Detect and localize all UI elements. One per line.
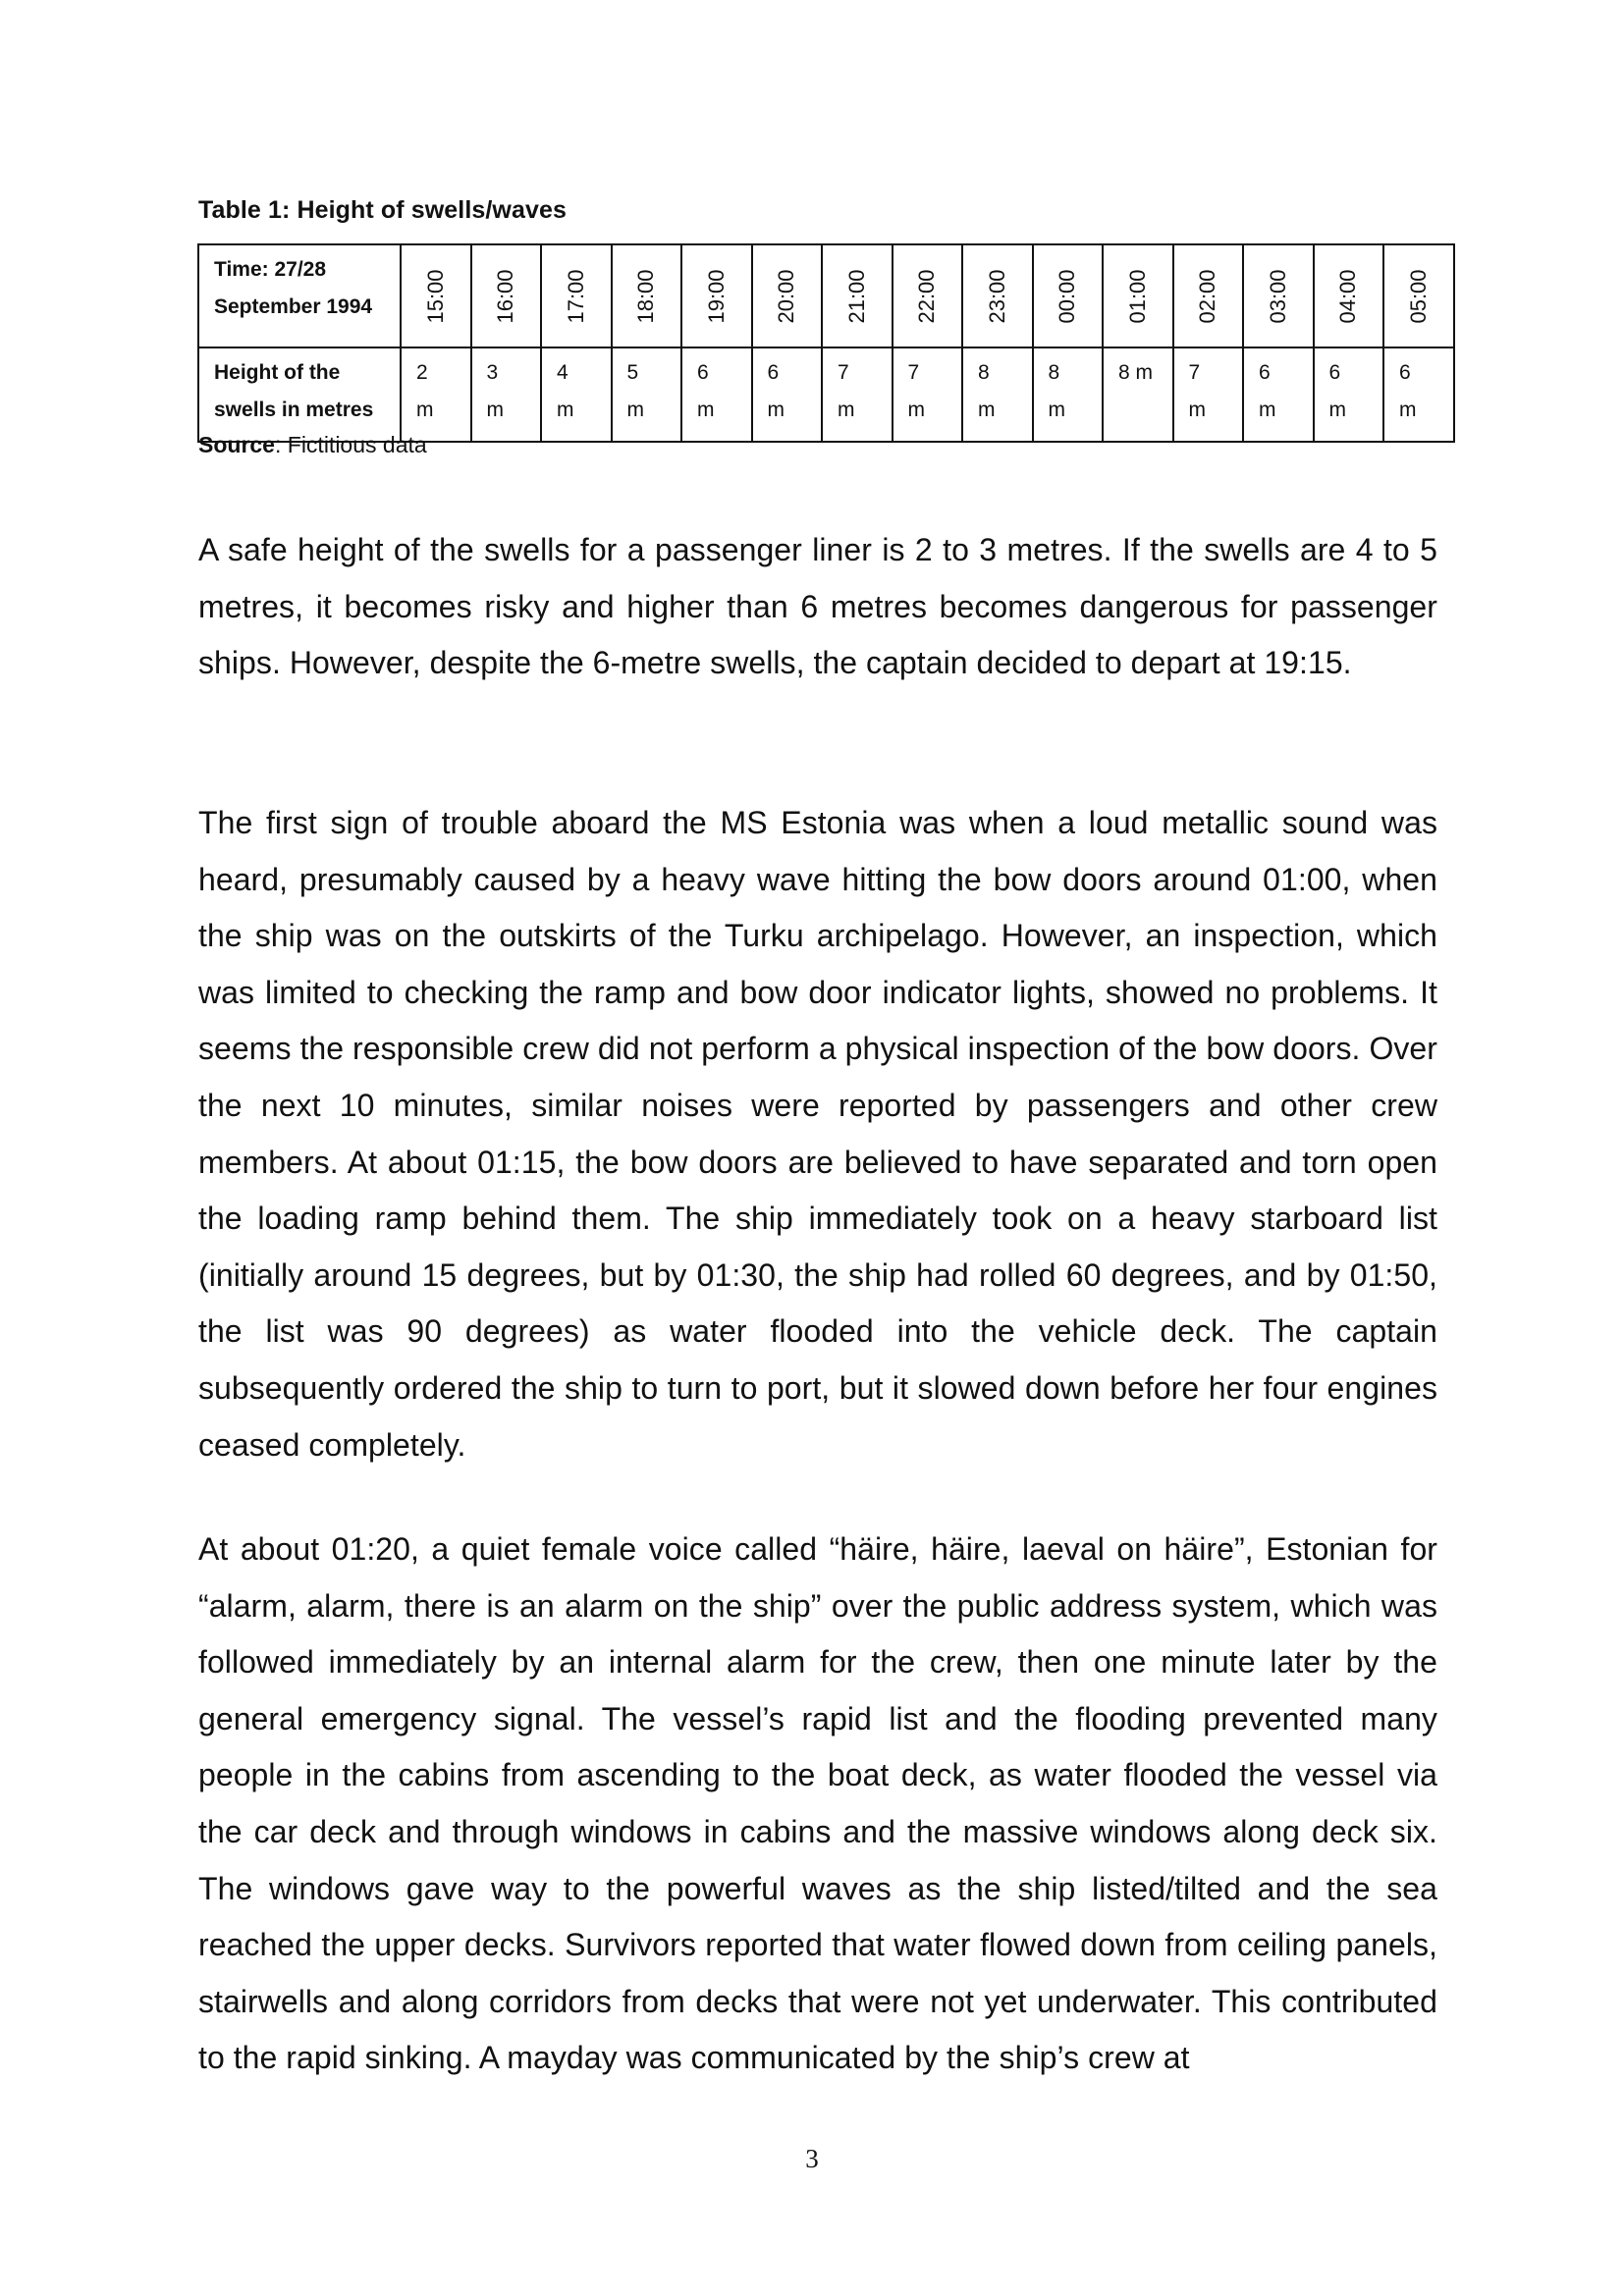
height-cell: [962, 347, 1033, 442]
height-cell: [471, 347, 542, 442]
paragraph-first-sign-of-trouble: The first sign of trouble aboard the MS Estonia was when a loud metallic sound was heard, presumably caused by a heavy wave hitting the bow doors around 01:00, when the ship was on the outskirts of the Turku archipelago. However, an inspection, which was limited to checking the ramp and bow door indicator lights, showed no problems. It seems the responsible crew did not perform a physical inspection of the bow doors. Over the next 10 minutes, similar noises were reported by passengers and other crew members. At about 01:15, the bow doors are believed to have separated and torn open the loading ramp behind them. The ship immediately took on a heavy starboard list (initially around 15 degrees, but by 01:30, the ship had rolled 60 degrees, and by 01:50, the list was 90 degrees) as water flooded into the vehicle deck. The captain subsequently ordered the ship to turn to port, but it slowed down before her four engines ceased completely.: [198, 805, 1437, 1463]
time-value: 15:00: [422, 268, 448, 324]
height-header-line1: Height of the: [214, 361, 341, 384]
height-value: 5: [626, 361, 639, 384]
height-cell: [541, 347, 612, 442]
height-unit: m: [1188, 399, 1206, 421]
height-cell: [612, 347, 682, 442]
height-cell: [681, 347, 752, 442]
table-source: [198, 432, 427, 458]
time-cell: [1033, 244, 1104, 347]
time-cell: [541, 244, 612, 347]
height-cell: [1103, 347, 1173, 442]
height-value: 7: [838, 361, 849, 384]
page-number: 3: [805, 2144, 819, 2173]
height-cell: [1314, 347, 1384, 442]
time-cell: [401, 244, 471, 347]
height-value: 2: [416, 361, 428, 384]
height-unit: m: [557, 399, 574, 421]
source-label: Source: [198, 432, 275, 457]
height-value: 6: [1399, 361, 1411, 384]
time-cell: [681, 244, 752, 347]
height-unit: m: [1259, 399, 1276, 421]
time-cell: [1173, 244, 1244, 347]
time-value: 23:00: [984, 268, 1009, 324]
height-value: 8: [1048, 361, 1060, 384]
height-cell: [1243, 347, 1314, 442]
height-cell: [401, 347, 471, 442]
height-unit: m: [978, 399, 996, 421]
height-cell: [893, 347, 963, 442]
time-value: 03:00: [1265, 268, 1290, 324]
table-caption: Table 1: Height of swells/waves: [198, 196, 567, 224]
time-value: 17:00: [563, 268, 588, 324]
time-cell: [962, 244, 1033, 347]
height-value: 3: [486, 361, 499, 384]
paragraph-alarm: At about 01:20, a quiet female voice called “häire, häire, laeval on häire”, Estonian for “alarm, alarm, there is an alarm on the ship” over the public address system, which was followed immediately by an internal alarm for the crew, then one minute later by the general emergency signal. The vessel’s rapid list and the flooding prevented many people in the cabins from ascending to the boat deck, as water flooded the vessel via the car deck and through windows in cabins and the massive windows along deck six. The windows gave way to the powerful waves as the ship listed/tilted and the sea reached the upper decks. Survivors reported that water flowed down from ceiling panels, stairwells and along corridors from decks that were not yet underwater. This contributed to the rapid sinking. A mayday was communicated by the ship’s crew at: [198, 1531, 1437, 2076]
time-value: 04:00: [1335, 268, 1361, 324]
time-value: 05:00: [1405, 268, 1431, 324]
height-unit: m: [416, 399, 434, 421]
height-header-cell: [198, 347, 401, 442]
time-cell: [1103, 244, 1173, 347]
height-value: 7: [907, 361, 920, 384]
time-value: 21:00: [843, 268, 869, 324]
height-value: 8 m: [1118, 361, 1154, 384]
height-unit: m: [1048, 399, 1065, 421]
time-cell: [1243, 244, 1314, 347]
height-unit: m: [697, 399, 715, 421]
time-cell: [752, 244, 823, 347]
time-value: 22:00: [914, 268, 940, 324]
time-cell: [1383, 244, 1454, 347]
time-cell: [612, 244, 682, 347]
time-value: 02:00: [1195, 268, 1220, 324]
height-value: 6: [1259, 361, 1271, 384]
time-value: 00:00: [1055, 268, 1080, 324]
height-value: 6: [697, 361, 709, 384]
time-cell: [822, 244, 893, 347]
height-unit: m: [626, 399, 644, 421]
height-cell: [1383, 347, 1454, 442]
height-header-line2: swells in metres: [214, 399, 374, 421]
swell-height-table: [197, 243, 1455, 443]
time-header-line2: September 1994: [214, 295, 373, 318]
height-cell: [822, 347, 893, 442]
height-unit: m: [907, 399, 925, 421]
time-value: 20:00: [774, 268, 799, 324]
time-header-line1: Time: 27/28: [214, 258, 327, 281]
height-value: 7: [1188, 361, 1201, 384]
source-text: : Fictitious data: [274, 432, 427, 457]
time-row: [198, 244, 1454, 347]
time-header-cell: [198, 244, 401, 347]
time-value: 18:00: [633, 268, 659, 324]
height-unit: m: [1328, 399, 1346, 421]
height-unit: m: [767, 399, 785, 421]
height-value: 6: [1328, 361, 1341, 384]
height-value: 8: [978, 361, 990, 384]
height-unit: m: [1399, 399, 1417, 421]
time-value: 19:00: [703, 268, 729, 324]
height-unit: m: [838, 399, 855, 421]
time-cell: [893, 244, 963, 347]
time-value: 01:00: [1124, 268, 1150, 324]
paragraph-safe-height: A safe height of the swells for a passenger liner is 2 to 3 metres. If the swells are 4 to 5 metres, it becomes risky and higher than 6 metres becomes dangerous for passenger ships. However, despite the 6-metre swells, the captain decided to depart at 19:15.: [198, 532, 1437, 681]
height-unit: m: [486, 399, 504, 421]
time-value: 16:00: [493, 268, 518, 324]
height-row: [198, 347, 1454, 442]
time-cell: [471, 244, 542, 347]
height-cell: [1033, 347, 1104, 442]
height-value: 6: [767, 361, 780, 384]
height-value: 4: [557, 361, 568, 384]
height-cell: [752, 347, 823, 442]
time-cell: [1314, 244, 1384, 347]
height-cell: [1173, 347, 1244, 442]
